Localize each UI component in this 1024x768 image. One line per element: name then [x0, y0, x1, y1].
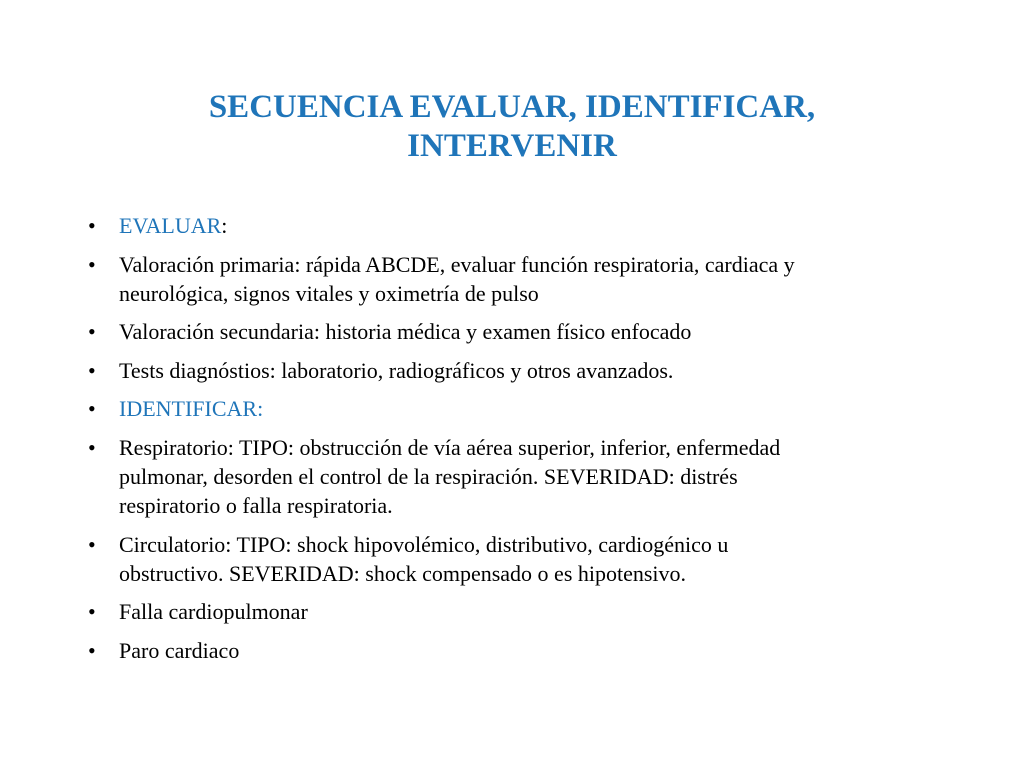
title-line-1: SECUENCIA EVALUAR, IDENTIFICAR, — [208, 89, 816, 125]
bullet-valoracion-primaria — [88, 250, 938, 308]
bullet-paro-cardiaco — [88, 636, 938, 665]
bullet-line: respiratorio o falla respiratoria. — [119, 492, 393, 518]
bullet-dot-icon: • — [88, 531, 96, 557]
bullet-line: Tests diagnóstios: laboratorio, radiográficos y otros avanzados. — [119, 357, 674, 383]
bullet-dot-icon: • — [88, 637, 96, 663]
bullet-heading-suffix: : — [221, 213, 228, 238]
bullet-valoracion-secundaria — [88, 317, 938, 346]
bullet-dot-icon: • — [88, 319, 96, 345]
bullet-identificar — [88, 394, 938, 423]
slide-title — [112, 88, 912, 166]
bullet-falla-cardiopulmonar — [88, 597, 938, 626]
bullet-dot-icon: • — [88, 357, 96, 383]
bullet-line: Valoración primaria: rápida ABCDE, evaluar función respiratoria, cardiaca y — [119, 251, 795, 277]
bullet-line: Paro cardiaco — [119, 637, 240, 663]
bullet-tests-diagnosticos — [88, 356, 938, 385]
bullet-dot-icon: • — [88, 434, 96, 460]
bullet-line: obstructivo. SEVERIDAD: shock compensado o es hipotensivo. — [119, 560, 687, 586]
bullet-list — [88, 211, 938, 674]
bullet-dot-icon: • — [88, 396, 96, 422]
bullet-circulatorio — [88, 530, 938, 588]
bullet-heading-identificar: IDENTIFICAR: — [119, 396, 264, 422]
bullet-respiratorio — [88, 433, 938, 520]
bullet-line: Respiratorio: TIPO: obstrucción de vía aérea superior, inferior, enfermedad — [119, 434, 781, 460]
bullet-dot-icon: • — [88, 213, 96, 238]
bullet-line: pulmonar, desorden el control de la respiración. SEVERIDAD: distrés — [119, 463, 738, 489]
bullet-heading-evaluar: EVALUAR — [119, 213, 222, 238]
bullet-line: neurológica, signos vitales y oximetría de pulso — [119, 280, 539, 306]
bullet-dot-icon: • — [88, 251, 96, 277]
bullet-evaluar — [88, 211, 938, 240]
bullet-dot-icon: • — [88, 599, 96, 625]
bullet-line: Circulatorio: TIPO: shock hipovolémico, distributivo, cardiogénico u — [119, 531, 729, 557]
bullet-line: Falla cardiopulmonar — [119, 599, 308, 625]
title-line-2: INTERVENIR — [407, 128, 617, 164]
bullet-line: Valoración secundaria: historia médica y examen físico enfocado — [119, 319, 692, 345]
